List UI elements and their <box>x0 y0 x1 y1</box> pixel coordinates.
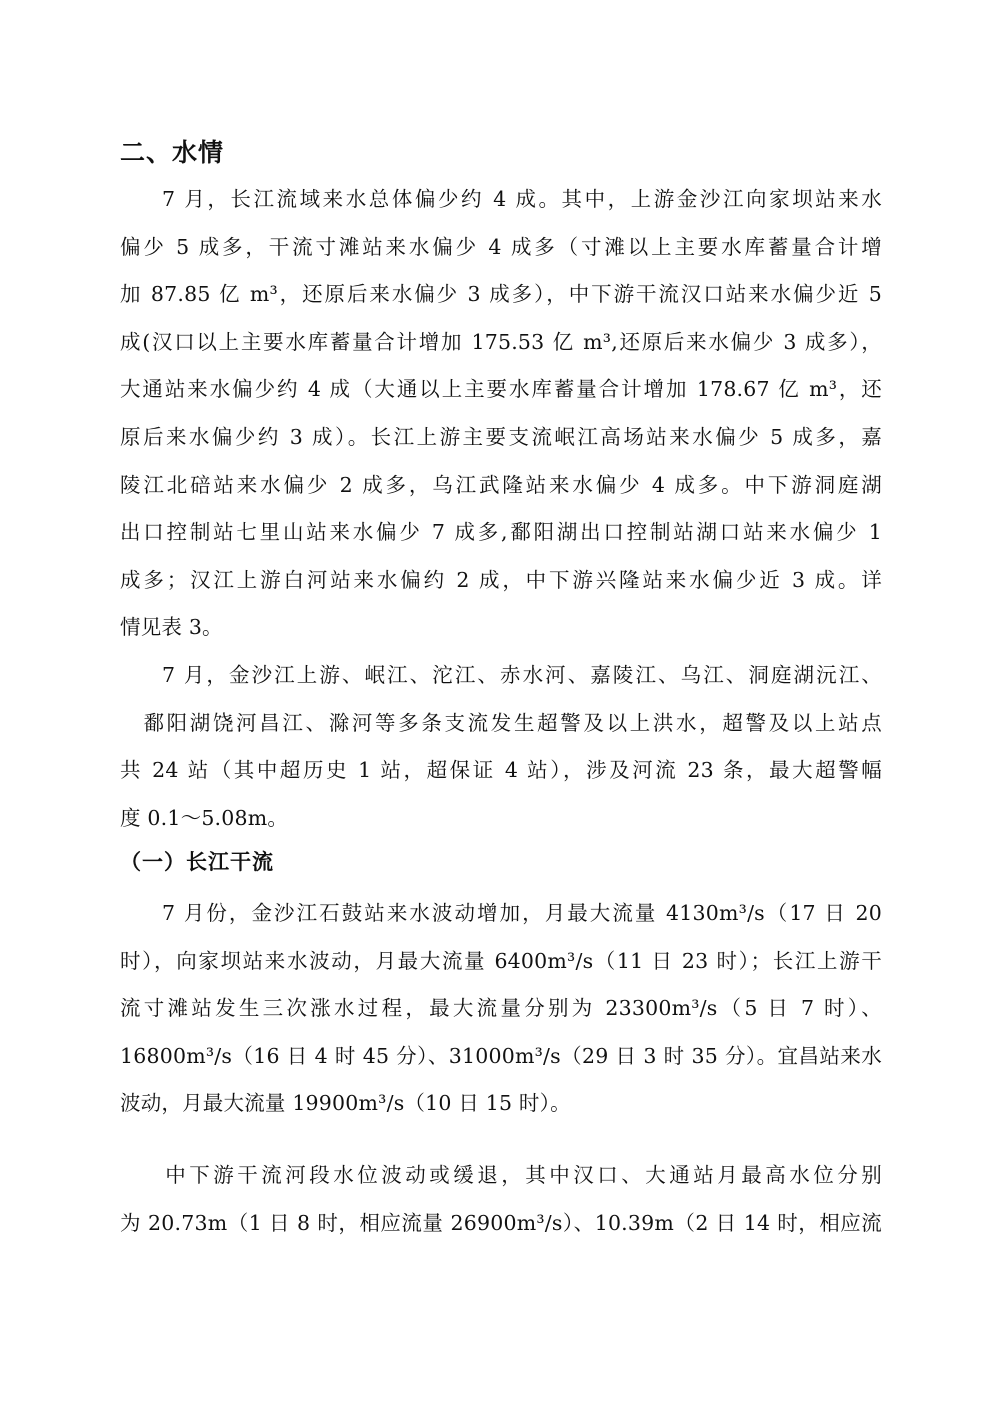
section-title: 二、水情 <box>120 138 225 167</box>
paragraph-line: 中下游干流河段水位波动或缓退，其中汉口、大通站月最高水位分别 <box>162 1163 882 1187</box>
paragraph-line: 7 月，长江流域来水总体偏少约 4 成。其中，上游金沙江向家坝站来水 <box>162 187 882 211</box>
paragraph-line: 原后来水偏少约 3 成）。长江上游主要支流岷江高场站来水偏少 5 成多，嘉 <box>120 424 882 449</box>
paragraph-line: 度 0.1～5.08m。 <box>120 805 289 830</box>
paragraph-water-overview <box>120 176 882 652</box>
paragraph-line: 7 月，金沙江上游、岷江、沱江、赤水河、嘉陵江、乌江、洞庭湖沅江、 <box>162 663 882 687</box>
paragraph-line: 出口控制站七里山站来水偏少 7 成多,鄱阳湖出口控制站湖口站来水偏少 1 <box>120 520 882 545</box>
paragraph-line: 16800m³/s（16 日 4 时 45 分）、31000m³/s（29 日 3 时 35 分）。宜昌站来水 <box>120 1043 882 1068</box>
paragraph-line: 7 月份，金沙江石鼓站来水波动增加，月最大流量 4130m³/s（17 日 20 <box>162 901 882 925</box>
paragraph-line: 流寸滩站发生三次涨水过程，最大流量分别为 23300m³/s（5 日 7 时）、 <box>120 996 882 1021</box>
paragraph-line: 鄱阳湖饶河昌江、滁河等多条支流发生超警及以上洪水，超警及以上站点 <box>141 710 882 735</box>
paragraph-line: 偏少 5 成多，干流寸滩站来水偏少 4 成多（寸滩以上主要水库蓄量合计增 <box>120 234 882 259</box>
subsection-title: （一）长江干流 <box>120 850 274 874</box>
paragraph-line: 陵江北碚站来水偏少 2 成多，乌江武隆站来水偏少 4 成多。中下游洞庭湖 <box>120 472 882 497</box>
paragraph-line: 为 20.73m（1 日 8 时，相应流量 26900m³/s）、10.39m（2 日 14 时，相应流 <box>120 1210 882 1235</box>
paragraph-line: 加 87.85 亿 m³，还原后来水偏少 3 成多），中下游干流汉口站来水偏少近 5 <box>120 282 882 307</box>
paragraph-line: 成多；汉江上游白河站来水偏约 2 成，中下游兴隆站来水偏少近 3 成。详 <box>120 567 882 592</box>
paragraph-line: 波动，月最大流量 19900m³/s（10 日 15 时）。 <box>120 1091 571 1116</box>
paragraph-line: 共 24 站（其中超历史 1 站，超保证 4 站），涉及河流 23 条，最大超警幅 <box>120 758 882 783</box>
paragraph-mainstream-flow <box>120 890 882 1128</box>
paragraph-line: 大通站来水偏少约 4 成（大通以上主要水库蓄量合计增加 178.67 亿 m³，还 <box>120 377 882 402</box>
paragraph-line: 时），向家坝站来水波动，月最大流量 6400m³/s（11 日 23 时）；长江上游干 <box>120 948 882 973</box>
paragraph-water-levels <box>120 1152 882 1247</box>
paragraph-line: 成(汉口以上主要水库蓄量合计增加 175.53 亿 m³,还原后来水偏少 3 成多）， <box>120 329 882 354</box>
paragraph-line: 情见表 3。 <box>120 615 223 640</box>
paragraph-flood-alerts <box>120 652 882 842</box>
